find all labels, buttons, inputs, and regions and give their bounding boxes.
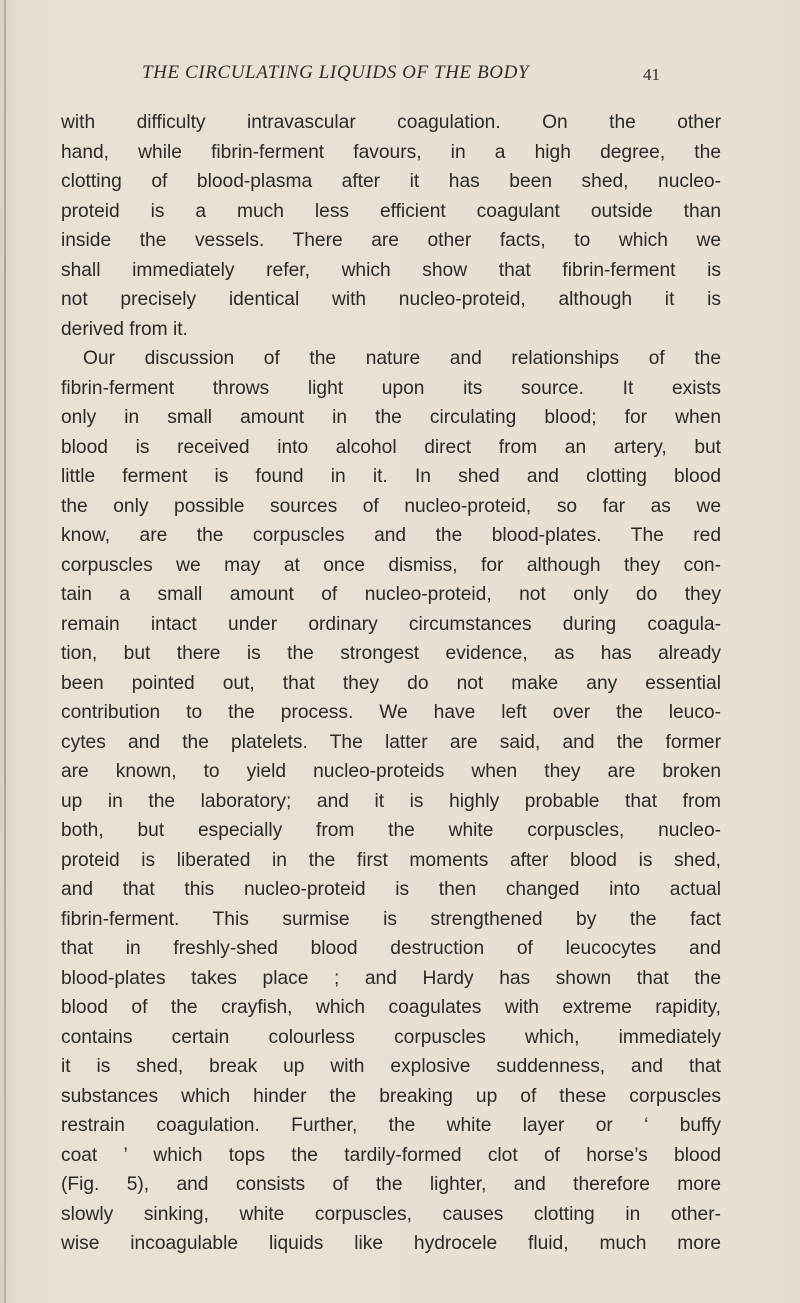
text-line: tain a small amount of nucleo-proteid, not only do they: [61, 584, 721, 605]
text-line: and that this nucleo-proteid is then changed into actual: [61, 879, 721, 900]
text-line: slowly sinking, white corpuscles, causes clotting in other-: [61, 1203, 721, 1225]
text-line: only in small amount in the circulating blood; for when: [61, 407, 721, 428]
text-line: both, but especially from the white corpuscles, nucleo-: [61, 820, 721, 841]
text-line: proteid is a much less efficient coagulant outside than: [61, 200, 721, 222]
running-title: THE CIRCULATING LIQUIDS OF THE BODY: [142, 62, 530, 83]
text-line: know, are the corpuscles and the blood-plates. The red: [61, 525, 721, 546]
text-line: the only possible sources of nucleo-proteid, so far as we: [61, 495, 721, 517]
text-line: tion, but there is the strongest evidence, as has already: [61, 643, 721, 664]
text-line: not precisely identical with nucleo-proteid, although it is: [61, 289, 721, 310]
text-line: inside the vessels. There are other facts, to which we: [61, 230, 721, 251]
text-line: corpuscles we may at once dismiss, for although they con-: [61, 554, 721, 576]
text-line: proteid is liberated in the first moments after blood is shed,: [61, 849, 721, 871]
text-line: fibrin-ferment. This surmise is strengthened by the fact: [61, 908, 721, 930]
text-line: substances which hinder the breaking up of these corpuscles: [61, 1085, 721, 1107]
text-line: it is shed, break up with explosive suddenness, and that: [61, 1056, 721, 1077]
text-line: little ferment is found in it. In shed and clotting blood: [61, 466, 721, 487]
text-line: blood-plates takes place ; and Hardy has shown that the: [61, 967, 721, 989]
text-line: restrain coagulation. Further, the white layer or ‘ buffy: [61, 1115, 721, 1136]
text-line: up in the laboratory; and it is highly probable that from: [61, 790, 721, 812]
page-header: [0, 62, 800, 92]
body-text: [61, 108, 721, 1259]
text-line: contains certain colourless corpuscles which, immediately: [61, 1026, 721, 1048]
text-line: that in freshly-shed blood destruction of leucocytes and: [61, 938, 721, 959]
text-line: with difficulty intravascular coagulation. On the other: [61, 112, 721, 133]
binding-gutter: [4, 0, 6, 1303]
text-line: clotting of blood-plasma after it has been shed, nucleo-: [61, 171, 721, 192]
text-line: remain intact under ordinary circumstances during coagula-: [61, 613, 721, 635]
text-line: shall immediately refer, which show that fibrin-ferment is: [61, 259, 721, 281]
text-line: (Fig. 5), and consists of the lighter, and therefore more: [61, 1174, 721, 1195]
text-line: hand, while fibrin-ferment favours, in a high degree, the: [61, 141, 721, 163]
text-line: contribution to the process. We have left over the leuco-: [61, 702, 721, 723]
text-line: wise incoagulable liquids like hydrocele fluid, much more: [61, 1233, 721, 1254]
text-line: blood is received into alcohol direct from an artery, but: [61, 436, 721, 458]
text-line: been pointed out, that they do not make any essential: [61, 672, 721, 694]
text-line: derived from it.: [61, 318, 188, 340]
text-line: are known, to yield nucleo-proteids when they are broken: [61, 761, 721, 782]
text-line: blood of the crayfish, which coagulates with extreme rapidity,: [61, 997, 721, 1018]
text-line: fibrin-ferment throws light upon its source. It exists: [61, 377, 721, 399]
text-line: cytes and the platelets. The latter are said, and the former: [61, 731, 721, 753]
page-number: 41: [643, 65, 660, 84]
text-line: coat ’ which tops the tardily-formed clot of horse’s blood: [61, 1144, 721, 1166]
text-line: Our discussion of the nature and relationships of the: [83, 348, 721, 369]
